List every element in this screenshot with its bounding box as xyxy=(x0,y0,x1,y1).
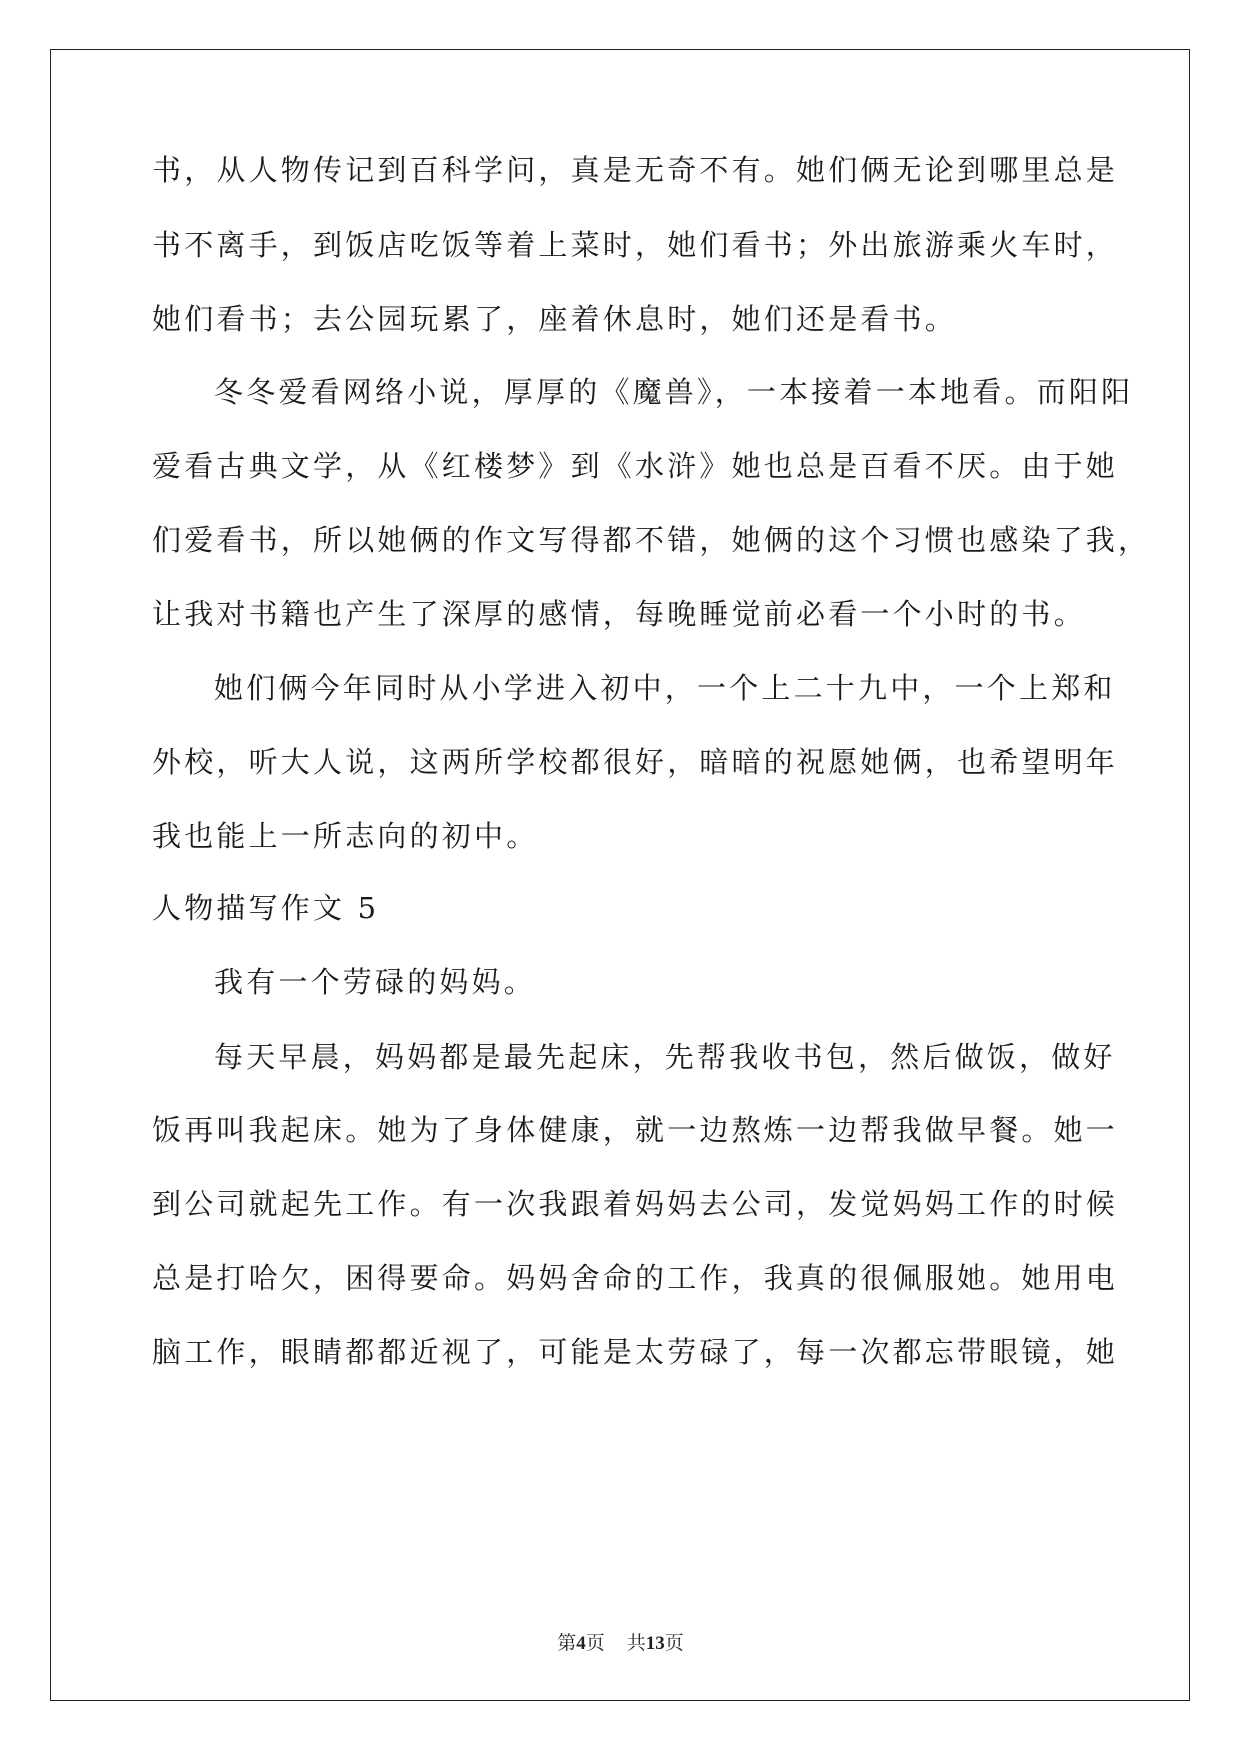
paragraph-start-line: 她们俩今年同时从小学进入初中，一个上二十九中，一个上郑和 xyxy=(214,671,1116,705)
page-footer xyxy=(0,1628,1241,1655)
text-line: 外校，听大人说，这两所学校都很好，暗暗的祝愿她俩，也希望明年 xyxy=(152,745,1119,779)
page-current-number: 4 xyxy=(576,1633,586,1654)
total-suffix: 页 xyxy=(664,1633,684,1654)
text-line: 我也能上一所志向的初中。 xyxy=(152,819,539,853)
text-line: 到公司就起先工作。有一次我跟着妈妈去公司，发觉妈妈工作的时候 xyxy=(152,1187,1119,1221)
text-line: 脑工作，眼睛都都近视了，可能是太劳碌了，每一次都忘带眼镜，她 xyxy=(152,1335,1119,1369)
text-line: 饭再叫我起床。她为了身体健康，就一边熬炼一边帮我做早餐。她一 xyxy=(152,1113,1119,1147)
page-border xyxy=(50,49,1190,1701)
page-total-number: 13 xyxy=(645,1633,665,1654)
section-heading: 人物描写作文 5 xyxy=(152,891,380,925)
paragraph-start-line: 每天早晨，妈妈都是最先起床，先帮我收书包，然后做饭，做好 xyxy=(214,1040,1116,1074)
text-line: 爱看古典文学，从《红楼梦》到《水浒》她也总是百看不厌。由于她 xyxy=(152,449,1119,483)
text-line: 们爱看书，所以她俩的作文写得都不错，她俩的这个习惯也感染了我， xyxy=(152,523,1151,557)
text-line: 让我对书籍也产生了深厚的感情，每晚睡觉前必看一个小时的书。 xyxy=(152,597,1086,631)
paragraph-start-line: 冬冬爱看网络小说，厚厚的《魔兽》，一本接着一本地看。而阳阳 xyxy=(214,375,1134,409)
text-line: 书不离手，到饭店吃饭等着上菜时，她们看书；外出旅游乘火车时， xyxy=(152,228,1119,262)
text-line: 总是打哈欠，困得要命。妈妈舍命的工作，我真的很佩服她。她用电 xyxy=(152,1261,1119,1295)
paragraph-start-line: 我有一个劳碌的妈妈。 xyxy=(214,965,537,999)
text-line: 她们看书；去公园玩累了，座着休息时，她们还是看书。 xyxy=(152,302,958,336)
total-prefix: 共 xyxy=(626,1633,646,1654)
page-suffix: 页 xyxy=(585,1633,605,1654)
text-line: 书，从人物传记到百科学问，真是无奇不有。她们俩无论到哪里总是 xyxy=(152,153,1119,187)
page-prefix: 第 xyxy=(557,1633,577,1654)
